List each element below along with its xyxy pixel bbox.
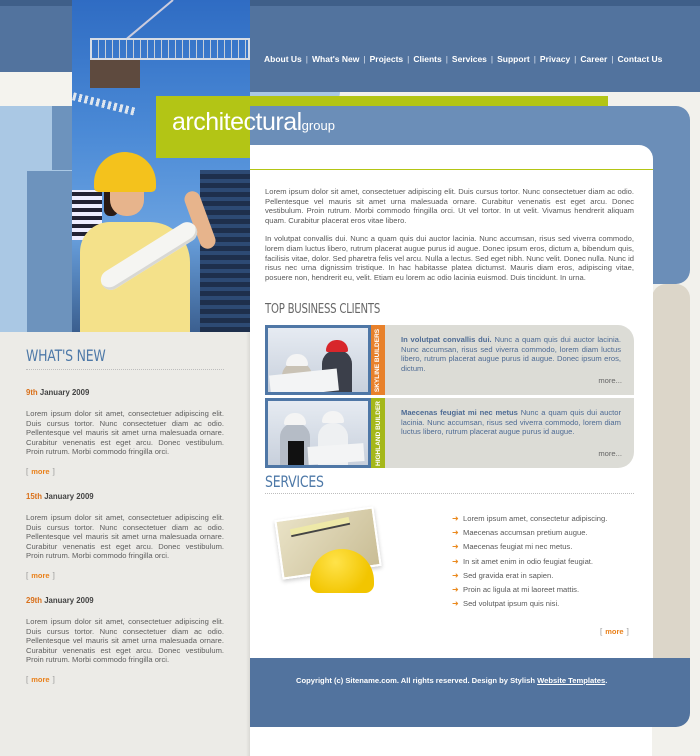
- intro-text: [265, 187, 634, 282]
- client-tag: [371, 325, 385, 395]
- service-label: Lorem ipsum amet, consectetur adipiscing.: [463, 513, 608, 523]
- dotted-divider: [265, 493, 634, 494]
- nav-separator: |: [611, 54, 614, 64]
- client-tag: [371, 398, 385, 468]
- divider: [250, 169, 653, 170]
- nav-separator: |: [574, 54, 577, 64]
- service-label: Sed volutpat ipsum quis nisi.: [463, 599, 560, 609]
- service-label: Maecenas feugiat mi nec metus.: [463, 542, 573, 552]
- nav-separator: |: [490, 54, 494, 64]
- footer-tail: .: [605, 676, 608, 685]
- news-day: 29th: [26, 596, 43, 605]
- arrow-right-icon: ➜: [452, 556, 459, 566]
- service-item[interactable]: [452, 554, 607, 568]
- client-photo[interactable]: [265, 325, 371, 395]
- nav-separator: |: [533, 54, 536, 64]
- arrow-right-icon: ➜: [452, 585, 459, 595]
- news-more-link[interactable]: more: [31, 674, 50, 684]
- arrow-right-icon: ➜: [452, 599, 459, 609]
- arrow-right-icon: ➜: [452, 527, 459, 537]
- service-item[interactable]: [452, 511, 607, 525]
- news-more: [ more ]: [26, 466, 55, 476]
- nav-whats-new[interactable]: What's New: [312, 54, 360, 64]
- arrow-right-icon: ➜: [452, 542, 459, 552]
- news-text: Lorem ipsum dolor sit amet, consectetuer adipiscing elit. Duis cursus tortor. Nunc consectetuer diam ac odio. Pellentesque vel mauris sit amet urna malesuada ornare. Curabitur venenatis est eget arcu. Donec vestibulum. Proin rutrum. Morbi commodo fringilla orci.: [26, 617, 224, 665]
- clients-title: TOP BUSINESS CLIENTS: [265, 302, 381, 317]
- logo-sub-text: group: [301, 118, 335, 133]
- news-month-year: January 2009: [44, 596, 94, 605]
- service-label: In sit amet enim in odio feugiat feugiat.: [463, 556, 594, 566]
- news-month-year: January 2009: [44, 492, 94, 501]
- whats-new-title: WHAT'S NEW: [26, 346, 106, 365]
- service-item[interactable]: [452, 568, 607, 582]
- hard-hat-icon: [322, 411, 344, 423]
- nav-separator: |: [445, 54, 448, 64]
- crane-cable: [126, 0, 173, 39]
- copyright-text: Copyright (c) Sitename.com. All rights reserved. Design by Stylish: [296, 676, 538, 685]
- decor-block: [52, 106, 72, 170]
- intro-paragraph: In volutpat convallis dui. Nunc a quam quis dui auctor lacinia. Nunc accumsan, risus sed viverra commodo, lorem diam luctus libero, rutrum placerat augue purus id augue. Donec ipsum eros, dictum a, bibendum quis, facilisis vitae, dolor. Sed pharetra felis vel arcu. Nulla a lectus. Sed eget nibh. Nunc velit. Donec nulla. Nunc id risus nec urna dignissim tristique. In hac habitasse platea dictumst. Mauris diam eros, adipiscing vitae, posuere non, hendrerit eu, velit. Etiam eu lorem ac odio lacinia euismod. Duis tincidunt. In urna.: [265, 234, 634, 282]
- news-text: Lorem ipsum dolor sit amet, consectetuer adipiscing elit. Duis cursus tortor. Nunc consectetuer diam ac odio. Pellentesque vel mauris sit amet urna malesuada ornare. Curabitur venenatis est eget arcu. Donec vestibulum. Proin rutrum. Morbi commodo fringilla orci.: [26, 513, 224, 561]
- building-image: [200, 170, 250, 332]
- news-date: [26, 492, 224, 501]
- services-more-link[interactable]: more: [605, 627, 624, 636]
- sidebar-whats-new: [0, 332, 250, 756]
- decor-block: [27, 171, 72, 332]
- client-tag-label: SKYLINE BUILDERS: [374, 328, 382, 392]
- footer: [250, 658, 690, 727]
- news-date: [26, 596, 224, 605]
- client-more-link[interactable]: more...: [598, 376, 622, 386]
- nav-separator: |: [407, 54, 410, 64]
- client-text: Nunc a quam quis dui auctor lacinia. Nunc accumsan, risus sed viverra commodo, lorem diam luctus libero, rutrum placerat augue purus id augue.: [401, 408, 621, 437]
- nav-contact-us[interactable]: Contact Us: [617, 54, 663, 64]
- service-label: Proin ac ligula at mi laoreet mattis.: [463, 585, 580, 595]
- site-logo[interactable]: [172, 108, 335, 137]
- folder: [288, 441, 304, 465]
- arrow-right-icon: ➜: [452, 513, 459, 523]
- arrow-right-icon: ➜: [452, 570, 459, 580]
- service-item[interactable]: [452, 540, 607, 554]
- nav-separator: |: [363, 54, 366, 64]
- decor-tan-column: [652, 284, 690, 660]
- service-item[interactable]: [452, 582, 607, 596]
- nav-services[interactable]: Services: [451, 54, 487, 64]
- client-more-link[interactable]: more...: [598, 449, 622, 459]
- news-more-link[interactable]: more: [31, 570, 50, 580]
- logo-main-text: architectural: [172, 108, 302, 136]
- dotted-divider: [26, 369, 224, 370]
- main-nav: [264, 54, 662, 64]
- main-content: [250, 145, 653, 660]
- client-lead: In volutpat convallis dui.: [401, 335, 492, 344]
- news-item: [26, 388, 224, 476]
- hard-hat-icon: [94, 152, 156, 192]
- client-description: [385, 398, 634, 468]
- nav-about-us[interactable]: About Us: [264, 54, 302, 64]
- client-photo[interactable]: [265, 398, 371, 468]
- news-text: Lorem ipsum dolor sit amet, consectetuer adipiscing elit. Duis cursus tortor. Nunc consectetuer diam ac odio. Pellentesque vel mauris sit amet urna malesuada ornare. Curabitur venenatis est eget arcu. Donec vestibulum. Proin rutrum. Morbi commodo fringilla orci.: [26, 409, 224, 457]
- services-list: [452, 511, 607, 611]
- crane-counterweight: [90, 60, 140, 88]
- nav-support[interactable]: Support: [497, 54, 530, 64]
- service-item[interactable]: [452, 525, 607, 539]
- news-more-link[interactable]: more: [31, 466, 50, 476]
- website-templates-link[interactable]: Website Templates: [537, 676, 606, 685]
- news-more: [ more ]: [26, 674, 55, 684]
- news-more: [ more ]: [26, 570, 55, 580]
- footer-copyright: [296, 676, 607, 685]
- news-item: [26, 492, 224, 580]
- nav-separator: |: [305, 54, 308, 64]
- news-date: [26, 388, 224, 397]
- news-month-year: January 2009: [39, 388, 90, 397]
- services-more: [ more ]: [600, 627, 629, 636]
- service-label: Sed gravida erat in sapien.: [463, 570, 554, 580]
- news-day: 15th: [26, 492, 43, 501]
- nav-privacy[interactable]: Privacy: [539, 54, 571, 64]
- client-lead: Maecenas feugiat mi nec metus: [401, 408, 518, 417]
- intro-paragraph: Lorem ipsum dolor sit amet, consectetuer adipiscing elit. Duis cursus tortor. Nunc consectetuer diam ac odio. Pellentesque vel mauris sit amet urna malesuada ornare. Curabitur venenatis est eget arcu. Donec vestibulum. Proin rutrum. Morbi commodo fringilla orci. Ut vel tortor. In ut velit. Vivamus hendrerit aliquam quam. Curabitur placerat eros vitae libero.: [265, 187, 634, 225]
- hard-hat-icon: [286, 354, 308, 366]
- client-tag-label: HIGHLAND BUILDER: [374, 400, 382, 466]
- hero-photo-engineer: [72, 0, 250, 332]
- footer-spacer: [250, 727, 652, 756]
- nav-career[interactable]: Career: [580, 54, 608, 64]
- services-title: SERVICES: [265, 472, 324, 491]
- nav-projects[interactable]: Projects: [369, 54, 404, 64]
- service-label: Maecenas accumsan pretium augue.: [463, 527, 588, 537]
- services-image-blueprint-hardhat: [268, 507, 388, 597]
- news-item: [26, 596, 224, 684]
- decor-block: [0, 72, 72, 106]
- news-day: 9th: [26, 388, 38, 397]
- client-text: Nunc a quam quis dui auctor lacinia. Nunc accumsan, risus sed viverra commodo, lorem diam luctus libero, rutrum placerat augue purus id augue. Donec ipsum eros, dictum.: [401, 335, 621, 373]
- service-item[interactable]: [452, 597, 607, 611]
- nav-clients[interactable]: Clients: [413, 54, 442, 64]
- client-description: [385, 325, 634, 395]
- crane-arm: [72, 92, 136, 115]
- hard-hat-icon: [284, 413, 306, 425]
- crane-image: [90, 38, 250, 60]
- hard-hat-icon: [326, 340, 348, 352]
